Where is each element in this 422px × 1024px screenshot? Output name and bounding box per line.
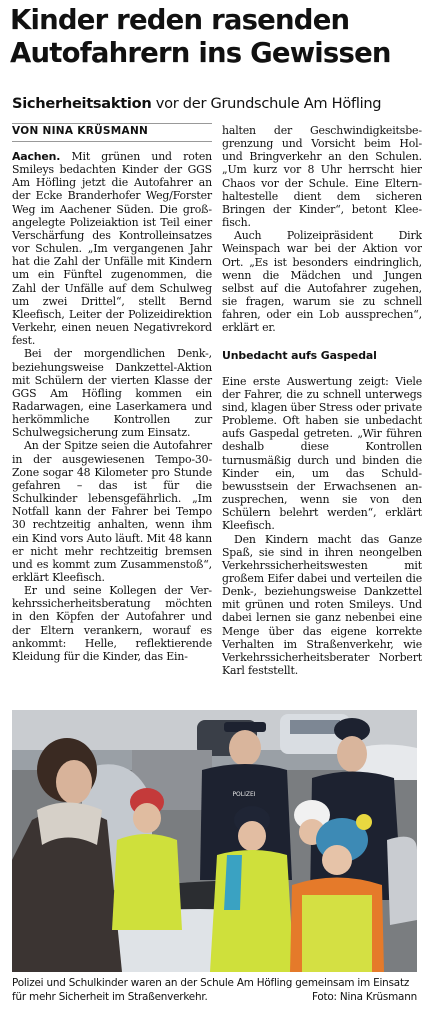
paragraph-6: Auch Polizeipräsident Dirk Weinspach war bei der Aktion vor Ort. „Es ist besonders eindringlich, wenn die Mädchen und Jungen selbst auf die Autofahrer zugehen, sie fragen, warum sie zu schnell fahren, oder ein Lob aussprechen“, erklärt er. [222,229,422,335]
headline-line-1: Kinder reden rasenden [10,4,350,36]
subheading: Unbedacht aufs Gaspedal [222,348,377,362]
caption-text: Polizei und Schulkinder waren an der Schule Am Höfling gemeinsam im Einsatz für mehr Sicherheit im Straßenverkehr. [12,977,410,1003]
article-headline [10,4,415,70]
paragraph-2: Bei der morgendlichen Denk-, beziehungsweise Dankzettel-Aktion mit Schülern der vierten Klasse der GGS Am Höfling kommen ein Radarwagen, eine Laserkamera und herkömmliche Kontrollen zur Schulwegsicherung zum Einsatz. [12,347,212,440]
photo-credit: Foto: Nina Krüsmann [311,991,417,1003]
dateline: Aachen. [12,150,61,163]
column-left [12,150,212,663]
paragraph-4: Er und seine Kollegen der Verkehrssicherheitsberatung möchten in den Köpfen der Autofahrer und der Eltern verankern, worauf es ankommt: Helle, reflektierende Kleidung für die Kinder, das Ein- [12,584,212,663]
paragraph-8: Den Kindern macht das Ganze Spaß, sie sind in ihren neongelben Verkehrssicherheitswesten mit großem Eifer dabei und verteilen die Denk-, beziehungsweise Dankzettel mit grünen und roten Smileys. Und dabei lernen sie ganz nebenbei eine Menge über das eigene korrekte Verhalten im Straßenverkehr, wie Verkehrssicherheitsberater Norbert Karl feststellt. [222,532,422,678]
paragraph-1: Aachen. Mit grünen und roten Smileys bedachten Kinder der GGS Am Höfling jetzt die Autofahrer an der Ecke Branderhofer Weg/Forster Weg im Aachener Süden. Die großangelegte Polizeiaktion ist Teil einer Verschärfung des Kontrolleinsatzes vor Schulen. „Im vergangenen Jahr hat die Zahl der Unfälle mit Kindern um ein Fünftel zugenommen, die Zahl der Unfälle auf dem Schulweg um zwei Drittel“, stellt Bernd Kleefisch, Leiter der Polizeidirektion Verkehr, einen neuen Negativrekord fest. [12,150,212,348]
byline-rule [12,141,212,142]
article-subhead [12,95,417,113]
paragraph-3: An der Spitze seien die Autofahrer in der ausgewiesenen Tempo-30-Zone sogar 48 Kilometer pro Stunde gefahren – das ist für die Schulkinder lebensgefährlich. „Im Notfall kann der Fahrer bei Tempo 30 rechtzeitig anhalten, wenn ihm ein Kind vors Auto läuft. Mit 48 kann er nicht mehr rechtzeitig bremsen und es kommt zum Zusammenstoß“, erklärt Kleefisch. [12,439,212,584]
column-right [222,124,422,677]
article-photo [12,710,417,972]
paragraph-5: halten der Geschwindigkeitsbegrenzung und Vorsicht beim Hol- und Bringverkehr an den Schulen. „Um kurz vor 8 Uhr herrscht hier Chaos vor der Schule. Eine Elternhaltestelle dient dem sicheren Bringen der Kinder“, betont Kleefisch. [222,124,422,230]
photo-illustration [12,710,417,972]
subhead-rest: vor der Grundschule Am Höfling [151,95,382,112]
headline-line-2: Autofahrern ins Gewissen [10,37,391,69]
subhead-bold: Sicherheitsaktion [12,95,152,112]
paragraph-7: Eine erste Auswertung zeigt: Viele der Fahrer, die zu schnell unterwegs sind, klagen über Stress oder private Probleme. Oft haben sie unbedacht aufs Gaspedal getreten. „Wir führen deshalb diese Kontrollen turnusmäßig durch und binden die Kinder ein, um das Schuldbewusstsein der Erwachsenen anzusprechen, wenn sie von den Schülern belehrt werden“, erklärt Kleefisch. [222,374,422,533]
police-label: POLIZEI [232,791,256,798]
byline: VON NINA KRÜSMANN [12,123,212,139]
photo-caption [12,976,417,1004]
